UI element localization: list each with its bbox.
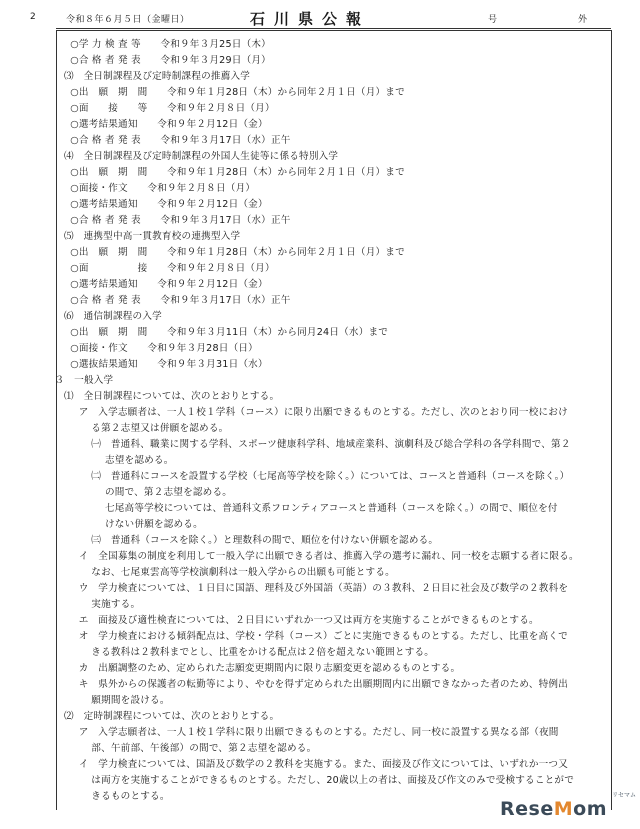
text-line: ○出 願 期 間 令和９年１月28日（木）から同年２月１日（月）まで [70, 247, 405, 258]
text-line: ３ 一般入学 [54, 375, 114, 386]
text-line: ○合 格 者 発 表 令和９年３月17日（水）正午 [70, 135, 291, 146]
text-line: きる教科は２教科までとし、比重をかける配点は２倍を超えない範囲とする。 [91, 647, 435, 658]
text-line: ○面 接 令和９年２月８日（月） [70, 263, 275, 274]
text-line: ㈡ 普通科にコースを設置する学校（七尾高等学校を除く。）については、コースと普通科（コースを除く。） [91, 471, 570, 482]
issue-label: 号 [488, 15, 498, 25]
text-line: ○選考結果通知 令和９年２月12日（金） [70, 119, 268, 130]
text-line: ア 入学志願者は、一人１校１学科（コース）に限り出願できるものとする。ただし、次のとおり同一校におけ [78, 407, 568, 418]
text-line: ⑹ 通信制課程の入学 [64, 311, 162, 322]
text-line: けない併願を認める。 [104, 519, 203, 530]
text-line: る第２志望又は併願を認める。 [91, 423, 229, 434]
text-line: イ 学力検査については、国語及び数学の２教科を実施する。また、面接及び作文については、いずれか一つ又 [78, 759, 568, 770]
extra-label: 外 [578, 15, 588, 25]
text-line: ○面 接 等 令和９年２月８日（月） [70, 103, 275, 114]
text-line: ㈢ 普通科（コースを除く。）と理数科の間で、順位を付けない併願を認める。 [91, 535, 439, 546]
text-line: カ 出願調整のため、定められた志願変更期間内に限り志願変更を認めるものとする。 [78, 663, 461, 674]
text-line: ○選考結果通知 令和９年２月12日（金） [70, 199, 268, 210]
text-line: イ 全国募集の制度を利用して一般入学に出願できる者は、推薦入学の選考に漏れ、同一校を志願する者に限る。 [78, 551, 579, 562]
text-line: ウ 学力検査については、１日目に国語、理科及び外国語（英語）の３教科、２日目に社会及び数学の２教科を [78, 583, 569, 594]
text-line: オ 学力検査における傾斜配点は、学校・学科（コース）ごとに実施できるものとする。ただし、比重を高くで [78, 631, 568, 642]
text-line: ⑵ 定時制課程については、次のとおりとする。 [64, 711, 280, 722]
text-line: ⑴ 全日制課程については、次のとおりとする。 [64, 391, 280, 402]
logo-text-a: Rese [500, 798, 554, 820]
header-rule-inner [56, 30, 611, 31]
text-line: 志望を認める。 [104, 455, 174, 466]
text-line: きるものとする。 [91, 791, 170, 802]
text-line: 部、午前部、午後部）の間で、第２志望を認める。 [91, 743, 317, 754]
text-line: ㈠ 普通科、職業に関する学科、スポーツ健康科学科、地域産業科、演劇科及び総合学科の各学科間で、第２ [91, 439, 571, 450]
text-line: ○合 格 者 発 表 令和９年３月17日（水）正午 [70, 295, 291, 306]
text-line: ○合 格 者 発 表 令和９年３月17日（水）正午 [70, 215, 291, 226]
text-line: ○出 願 期 間 令和９年１月28日（木）から同年２月１日（月）まで [70, 87, 405, 98]
text-line: ⑸ 連携型中高一貫教育校の連携型入学 [64, 231, 241, 242]
text-line: ○合 格 者 発 表 令和９年３月29日（月） [70, 55, 271, 66]
text-line: ○選抜結果通知 令和９年３月31日（水） [70, 359, 268, 370]
text-line: なお、七尾東雲高等学校演劇科は一般入学からの出願も可能とする。 [91, 567, 395, 578]
right-border [611, 30, 612, 810]
text-line: ○出 願 期 間 令和９年３月11日（木）から同月24日（水）まで [70, 327, 389, 338]
text-line: の間で、第２志望を認める。 [104, 487, 233, 498]
text-line: ア 入学志願者は、一人１校１学科に限り出願できるものとする。ただし、同一校に設置する異なる部（夜間 [78, 727, 559, 738]
text-line: ○出 願 期 間 令和９年１月28日（木）から同年２月１日（月）まで [70, 167, 405, 178]
text-line: ⑶ 全日制課程及び定時制課程の推薦入学 [64, 71, 251, 82]
text-line: キ 県外からの保護者の転勤等により、やむを得ず定められた出願期間内に出願できなかった者のため、特例出 [78, 679, 568, 690]
text-line: ○面接・作文 令和９年２月８日（月） [70, 183, 256, 194]
page-number: 2 [30, 12, 36, 22]
text-line: 実施する。 [91, 599, 141, 610]
text-line: ○学 力 検 査 等 令和９年３月25日（木） [70, 39, 271, 50]
gazette-title: 石川県公報 [250, 10, 371, 28]
header-rule [56, 28, 611, 29]
text-line: ⑷ 全日制課程及び定時制課程の外国人生徒等に係る特別入学 [64, 151, 339, 162]
issue-date: 令和８年６月５日（金曜日） [66, 15, 190, 25]
left-border [56, 30, 57, 810]
text-line: 七尾高等学校については、普通科文系フロンティアコースと普通科（コースを除く。）の間で、順位を付 [104, 503, 558, 514]
logo-registered: リセマム [612, 792, 636, 799]
text-line: ○選考結果通知 令和９年２月12日（金） [70, 279, 268, 290]
text-line: ○面接・作文 令和９年３月28日（日） [70, 343, 258, 354]
logo-text-b: om [573, 798, 607, 820]
logo-text-m: M [553, 798, 574, 820]
resemom-logo [500, 798, 607, 820]
text-line: は両方を実施することができるものとする。ただし、20歳以上の者は、面接及び作文のみで受検することがで [91, 775, 575, 786]
text-line: エ 面接及び適性検査については、２日目にいずれか一つ又は両方を実施することができるものとする。 [78, 615, 539, 626]
text-line: 願期間を設ける。 [91, 695, 170, 706]
